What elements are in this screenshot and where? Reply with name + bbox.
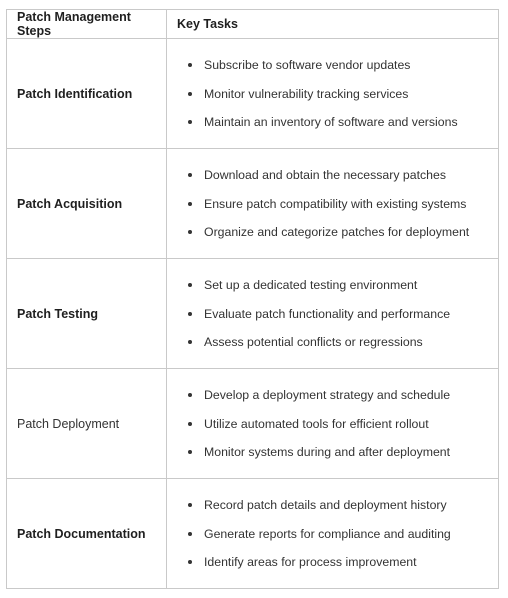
bullet-icon (188, 422, 192, 426)
list-item (184, 498, 498, 512)
task-cell (167, 369, 499, 479)
bullet-icon (188, 202, 192, 206)
bullet-icon (188, 63, 192, 67)
bullet-icon (188, 393, 192, 397)
task-list (184, 388, 498, 459)
list-item (184, 278, 498, 292)
task-text: Monitor vulnerability tracking services (204, 86, 409, 101)
step-name: Patch Deployment (7, 369, 167, 479)
step-name: Patch Testing (7, 259, 167, 369)
task-cell (167, 479, 499, 589)
bullet-icon (188, 312, 192, 316)
task-text: Record patch details and deployment history (204, 498, 447, 512)
bullet-icon (188, 92, 192, 96)
bullet-icon (188, 173, 192, 177)
list-item (184, 307, 498, 321)
task-text: Maintain an inventory of software and versions (204, 115, 458, 129)
list-item (184, 87, 498, 101)
step-name: Patch Documentation (7, 479, 167, 589)
list-item (184, 335, 498, 349)
list-item (184, 445, 498, 459)
task-text: Utilize automated tools for efficient rollout (204, 416, 429, 431)
list-item (184, 197, 498, 211)
list-item (184, 555, 498, 569)
task-text: Ensure patch compatibility with existing systems (204, 196, 467, 211)
table-row (7, 149, 499, 259)
task-text: Subscribe to software vendor updates (204, 58, 411, 72)
list-item (184, 527, 498, 541)
bullet-icon (188, 283, 192, 287)
table-header-row (7, 10, 499, 39)
task-cell (167, 39, 499, 149)
task-text: Download and obtain the necessary patches (204, 168, 446, 182)
bullet-icon (188, 230, 192, 234)
list-item (184, 58, 498, 72)
table-row (7, 259, 499, 369)
list-item (184, 417, 498, 431)
bullet-icon (188, 532, 192, 536)
task-text: Organize and categorize patches for deployment (204, 225, 470, 239)
table-row (7, 479, 499, 589)
task-text: Evaluate patch functionality and performance (204, 306, 451, 321)
bullet-icon (188, 120, 192, 124)
task-cell (167, 259, 499, 369)
task-list (184, 58, 498, 129)
header-tasks: Key Tasks (167, 10, 499, 39)
task-cell (167, 149, 499, 259)
task-list (184, 168, 498, 239)
task-text: Develop a deployment strategy and schedule (204, 388, 451, 402)
list-item (184, 388, 498, 402)
task-list (184, 278, 498, 349)
bullet-icon (188, 450, 192, 454)
task-text: Monitor systems during and after deployment (204, 445, 451, 459)
step-name: Patch Acquisition (7, 149, 167, 259)
task-text: Identify areas for process improvement (204, 555, 417, 569)
bullet-icon (188, 340, 192, 344)
patch-management-table (6, 9, 499, 589)
bullet-icon (188, 503, 192, 507)
step-name: Patch Identification (7, 39, 167, 149)
header-step: Patch Management Steps (7, 10, 167, 39)
bullet-icon (188, 560, 192, 564)
task-text: Assess potential conflicts or regressions (204, 335, 423, 349)
table-row (7, 39, 499, 149)
table-row (7, 369, 499, 479)
list-item (184, 115, 498, 129)
task-text: Set up a dedicated testing environment (204, 278, 418, 292)
task-text: Generate reports for compliance and auditing (204, 526, 451, 541)
list-item (184, 168, 498, 182)
task-list (184, 498, 498, 569)
list-item (184, 225, 498, 239)
